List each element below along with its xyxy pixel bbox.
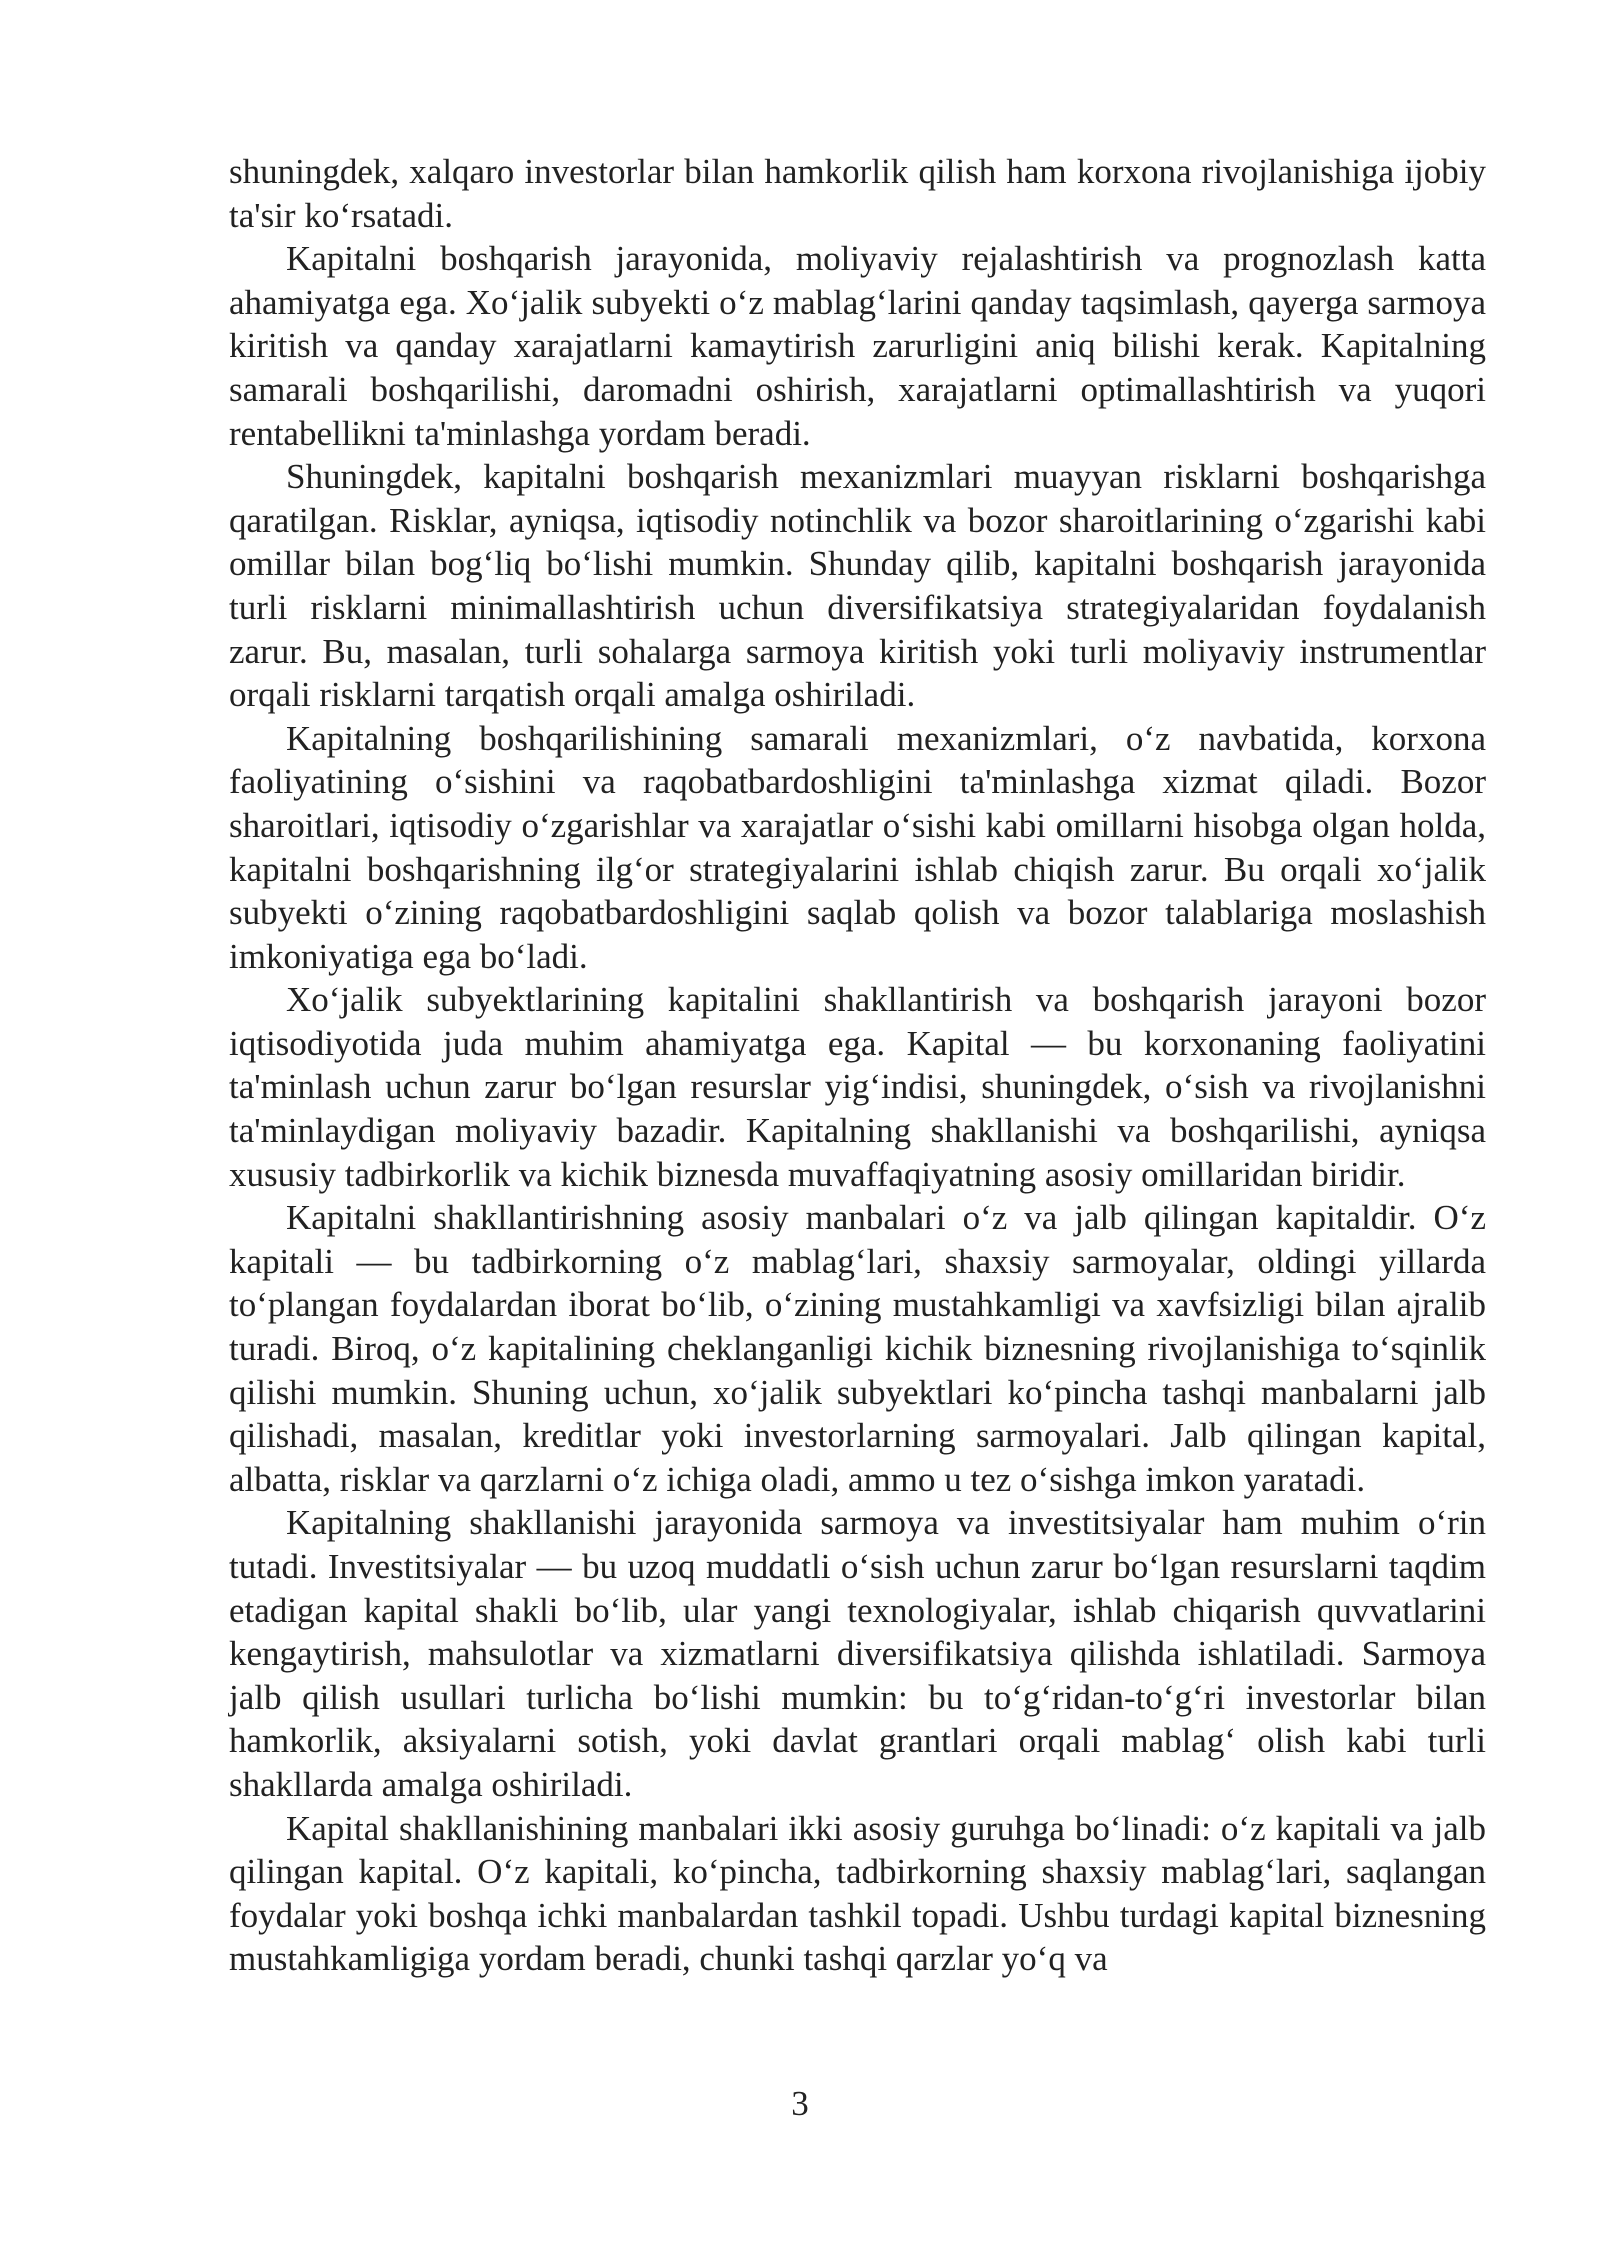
paragraph: Kapitalni shakllantirishning asosiy manbalari o‘z va jalb qilingan kapitaldir. O‘z kapitali — bu tadbirkorning o‘z mablag‘lari, shaxsiy sarmoyalar, oldingi yillarda to‘plangan foydalardan iborat bo‘lib, o‘zining mustahkamligi va xavfsizligi bilan ajralib turadi. Biroq, o‘z kapitalining cheklanganligi kichik biznesning rivojlanishiga to‘sqinlik qilishi mumkin. Shuning uchun, xo‘jalik subyektlari ko‘pincha tashqi manbalarni jalb qilishadi, masalan, kreditlar yoki investorlarning sarmoyalari. Jalb qilingan kapital, albatta, risklar va qarzlarni o‘z ichiga oladi, ammo u tez o‘sishga imkon yaratadi. bbox=[229, 1198, 1486, 1499]
paragraph: Kapitalni boshqarish jarayonida, moliyaviy rejalashtirish va prognozlash katta ahamiyatga ega. Xo‘jalik subyekti o‘z mablag‘larini qanday taqsimlash, qayerga sarmoya kiritish va qanday xarajatlarni kamaytirish zarurligini aniq bilishi kerak. Kapitalning samarali boshqarilishi, daromadni oshirish, xarajatlarni optimallashtirish va yuqori rentabellikni ta'minlashga yordam beradi. bbox=[229, 239, 1486, 453]
paragraph-continuation: shuningdek, xalqaro investorlar bilan hamkorlik qilish ham korxona rivojlanishiga ijobiy ta'sir ko‘rsatadi. bbox=[229, 152, 1486, 235]
page-body bbox=[229, 150, 1486, 1981]
paragraph: Kapital shakllanishining manbalari ikki asosiy guruhga bo‘linadi: o‘z kapitali va jalb qilingan kapital. O‘z kapitali, ko‘pincha, tadbirkorning shaxsiy mablag‘lari, saqlangan foydalar yoki boshqa ichki manbalardan tashkil topadi. Ushbu turdagi kapital biznesning mustahkamligiga yordam beradi, chunki tashqi qarzlar yo‘q va bbox=[229, 1808, 1486, 1979]
page-number: 3 bbox=[791, 2084, 809, 2123]
paragraph: Shuningdek, kapitalni boshqarish mexanizmlari muayyan risklarni boshqarishga qaratilgan. Risklar, ayniqsa, iqtisodiy notinchlik va bozor sharoitlarining o‘zgarishi kabi omillar bilan bog‘liq bo‘lishi mumkin. Shunday qilib, kapitalni boshqarish jarayonida turli risklarni minimallashtirish uchun diversifikatsiya strategiyalaridan foydalanish zarur. Bu, masalan, turli sohalarga sarmoya kiritish yoki turli moliyaviy instrumentlar orqali risklarni tarqatish orqali amalga oshiriladi. bbox=[229, 457, 1486, 715]
paragraph: Xo‘jalik subyektlarining kapitalini shakllantirish va boshqarish jarayoni bozor iqtisodiyotida juda muhim ahamiyatga ega. Kapital — bu korxonaning faoliyatini ta'minlash uchun zarur bo‘lgan resurslar yig‘indisi, shuningdek, o‘sish va rivojlanishni ta'minlaydigan moliyaviy bazadir. Kapitalning shakllanishi va boshqarilishi, ayniqsa xususiy tadbirkorlik va kichik biznesda muvaffaqiyatning asosiy omillaridan biridir. bbox=[229, 980, 1486, 1194]
paragraph: Kapitalning boshqarilishining samarali mexanizmlari, o‘z navbatida, korxona faoliyatining o‘sishini va raqobatbardoshligini ta'minlashga xizmat qiladi. Bozor sharoitlari, iqtisodiy o‘zgarishlar va xarajatlar o‘sishi kabi omillarni hisobga olgan holda, kapitalni boshqarishning ilg‘or strategiyalarini ishlab chiqish zarur. Bu orqali xo‘jalik subyekti o‘zining raqobatbardoshligini saqlab qolish va bozor talablariga moslashish imkoniyatiga ega bo‘ladi. bbox=[229, 718, 1486, 976]
paragraph: Kapitalning shakllanishi jarayonida sarmoya va investitsiyalar ham muhim o‘rin tutadi. Investitsiyalar — bu uzoq muddatli o‘sish uchun zarur bo‘lgan resurslarni taqdim etadigan kapital shakli bo‘lib, ular yangi texnologiyalar, ishlab chiqarish quvvatlarini kengaytirish, mahsulotlar va xizmatlarni diversifikatsiya qilishda ishlatiladi. Sarmoya jalb qilish usullari turlicha bo‘lishi mumkin: bu to‘g‘ridan-to‘g‘ri investorlar bilan hamkorlik, aksiyalarni sotish, yoki davlat grantlari orqali mablag‘ olish kabi turli shakllarda amalga oshiriladi. bbox=[229, 1503, 1486, 1804]
